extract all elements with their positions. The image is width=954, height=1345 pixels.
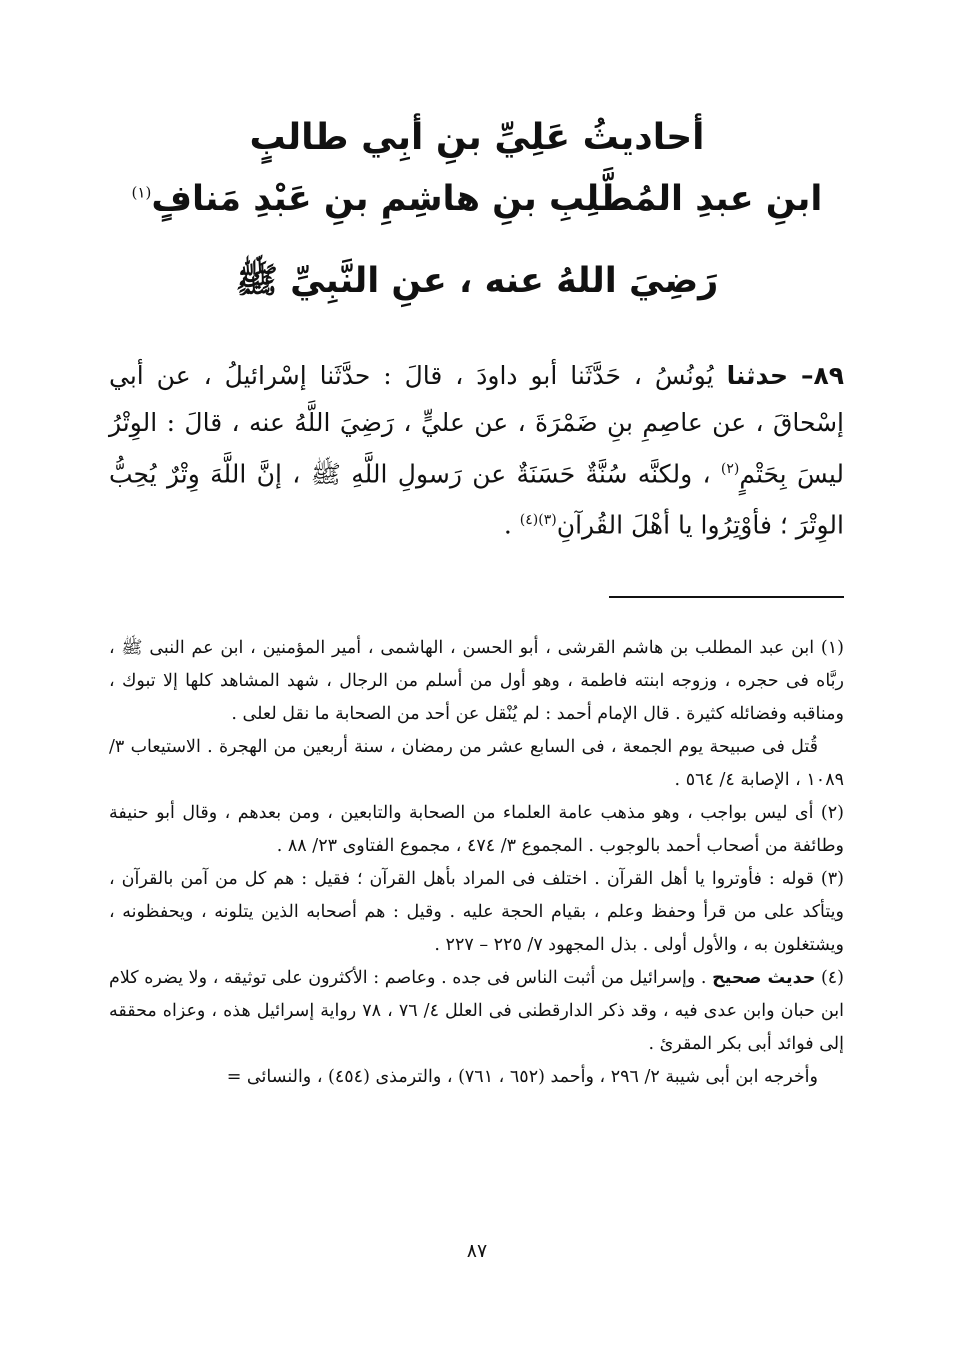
hadith-text-end: . <box>503 510 520 540</box>
footnote-2: (٢) أى ليس بواجب ، وهو مذهب عامة العلماء من الصحابة والتابعين ، ومن بعدهم ، وقال أبو حنيفة وطائفة من أصحاب أحمد بالوجوب . المجموع ٣/ ٤٧٤ ، مجموع الفتاوى ٢٣/ ٨٨ . <box>109 803 844 856</box>
hadith-text-b: ، ولكنَّه سُنَّةٌ حَسَنَةٌ عن رَسولِ اللَّهِ ﷺ ، إنَّ اللَّهَ وِتْرٌ يُحِبُّ الوِتْرَ ؛ فأوْتِرُوا يا أهْلَ القُرآنِ <box>109 459 844 540</box>
hadith-text-a: يُونُسُ ، حَدَّثَنا أبو داودَ ، قالَ : حدَّثَنا إسْرائيلُ ، عن أبي إسْحاقَ ، عن عاصِمِ بنِ ضَمْرَةَ ، عن عليٍّ ، رَضِيَ اللَّهُ عنه ، قالَ : الوِتْرُ ليسَ بِحَتْمٍ <box>109 361 844 489</box>
footnote-4-text: . وإسرائيل من أثبت الناس فى جده . وعاصم : الأكثرون على توثيقه ، ولا يضره كلام ابن حبان وابن عدى فيه ، وقد ذكر الدارقطنى فى العلل ٤/ ٧٦ ، ٧٨ رواية إسرائيل هذه ، وعزاه محققه إلى فوائد أبى بكر المقرئ . <box>109 968 844 1054</box>
footnote-ref-1[interactable]: (١) <box>131 183 152 202</box>
title-line-2-text: ابنِ عبدِ المُطَّلِبِ بنِ هاشِمِ بنِ عَبْدِ مَنافٍ <box>151 179 823 219</box>
footnote-1-continued: قُتل فى صبيحة يوم الجمعة ، فى السابع عشر من رمضان ، سنة أربعين من الهجرة . الاستيعاب ٣/ ١٠٨٩ ، الإصابة ٤/ ٥٦٤ . <box>109 737 844 790</box>
hadith-lead-word: حدثنا <box>726 361 789 390</box>
hadith-89 <box>109 352 844 549</box>
footnote-ref-3-4[interactable]: (٣)(٤) <box>519 512 557 529</box>
footnote-1: (١) ابن عبد المطلب بن هاشم القرشى ، أبو الحسن ، الهاشمى ، أمير المؤمنين ، ابن عم النبى ﷺ ، ربَّاه فى حجره ، وزوجه ابنته فاطمة ، وهو أول من أسلم من الرجال ، شهد المشاهد كلها إلا تبوك ، ومناقبه وفضائله كثيرة . قال الإمام أحمد : لم يُنْقل عن أحد من الصحابة ما نقل لعلى . <box>109 638 844 724</box>
footnote-4 <box>109 962 844 1061</box>
footnote-ref-2[interactable]: (٢) <box>720 461 740 477</box>
title-line-3-text: رَضِيَ اللهُ عنه ، عنِ النَّبِيِّ ﷺ <box>235 261 719 301</box>
hadith-number: ٨٩– <box>800 361 845 390</box>
footnote-4-grade: حديث صحيح <box>712 968 816 988</box>
footnote-separator <box>609 596 844 598</box>
footnote-3: (٣) قوله : فأوتروا يا أهل القرآن . اختلف فى المراد بأهل القرآن ؛ فقيل : هم كل من آمن بالقرآن ، ويتأكد على من قرأ وحفظ وعلم ، بقيام الحجة عليه . وقيل : هم أصحابه الذين يتلونه ، ويحفظونه ، ويشتغلون به ، والأول أولى . بذل المجهود ٧/ ٢٢٥ – ٢٢٧ . <box>109 869 844 955</box>
page-number: ٨٧ <box>466 1240 488 1262</box>
footnotes <box>109 632 844 1094</box>
chapter-title-line-3 <box>100 262 854 301</box>
chapter-title-line-1 <box>100 118 854 158</box>
footnote-4-number: (٤) <box>820 968 844 988</box>
chapter-title-line-2 <box>100 180 854 219</box>
title-line-1-text: أحاديثُ عَلِيِّ بنِ أبِي طالبٍ <box>249 117 705 158</box>
footnote-4-continued: وأخرجه ابن أبى شيبة ٢/ ٢٩٦ ، وأحمد (٦٥٢ ، ٧٦١) ، والترمذى (٤٥٤) ، والنسائى = <box>226 1067 818 1087</box>
